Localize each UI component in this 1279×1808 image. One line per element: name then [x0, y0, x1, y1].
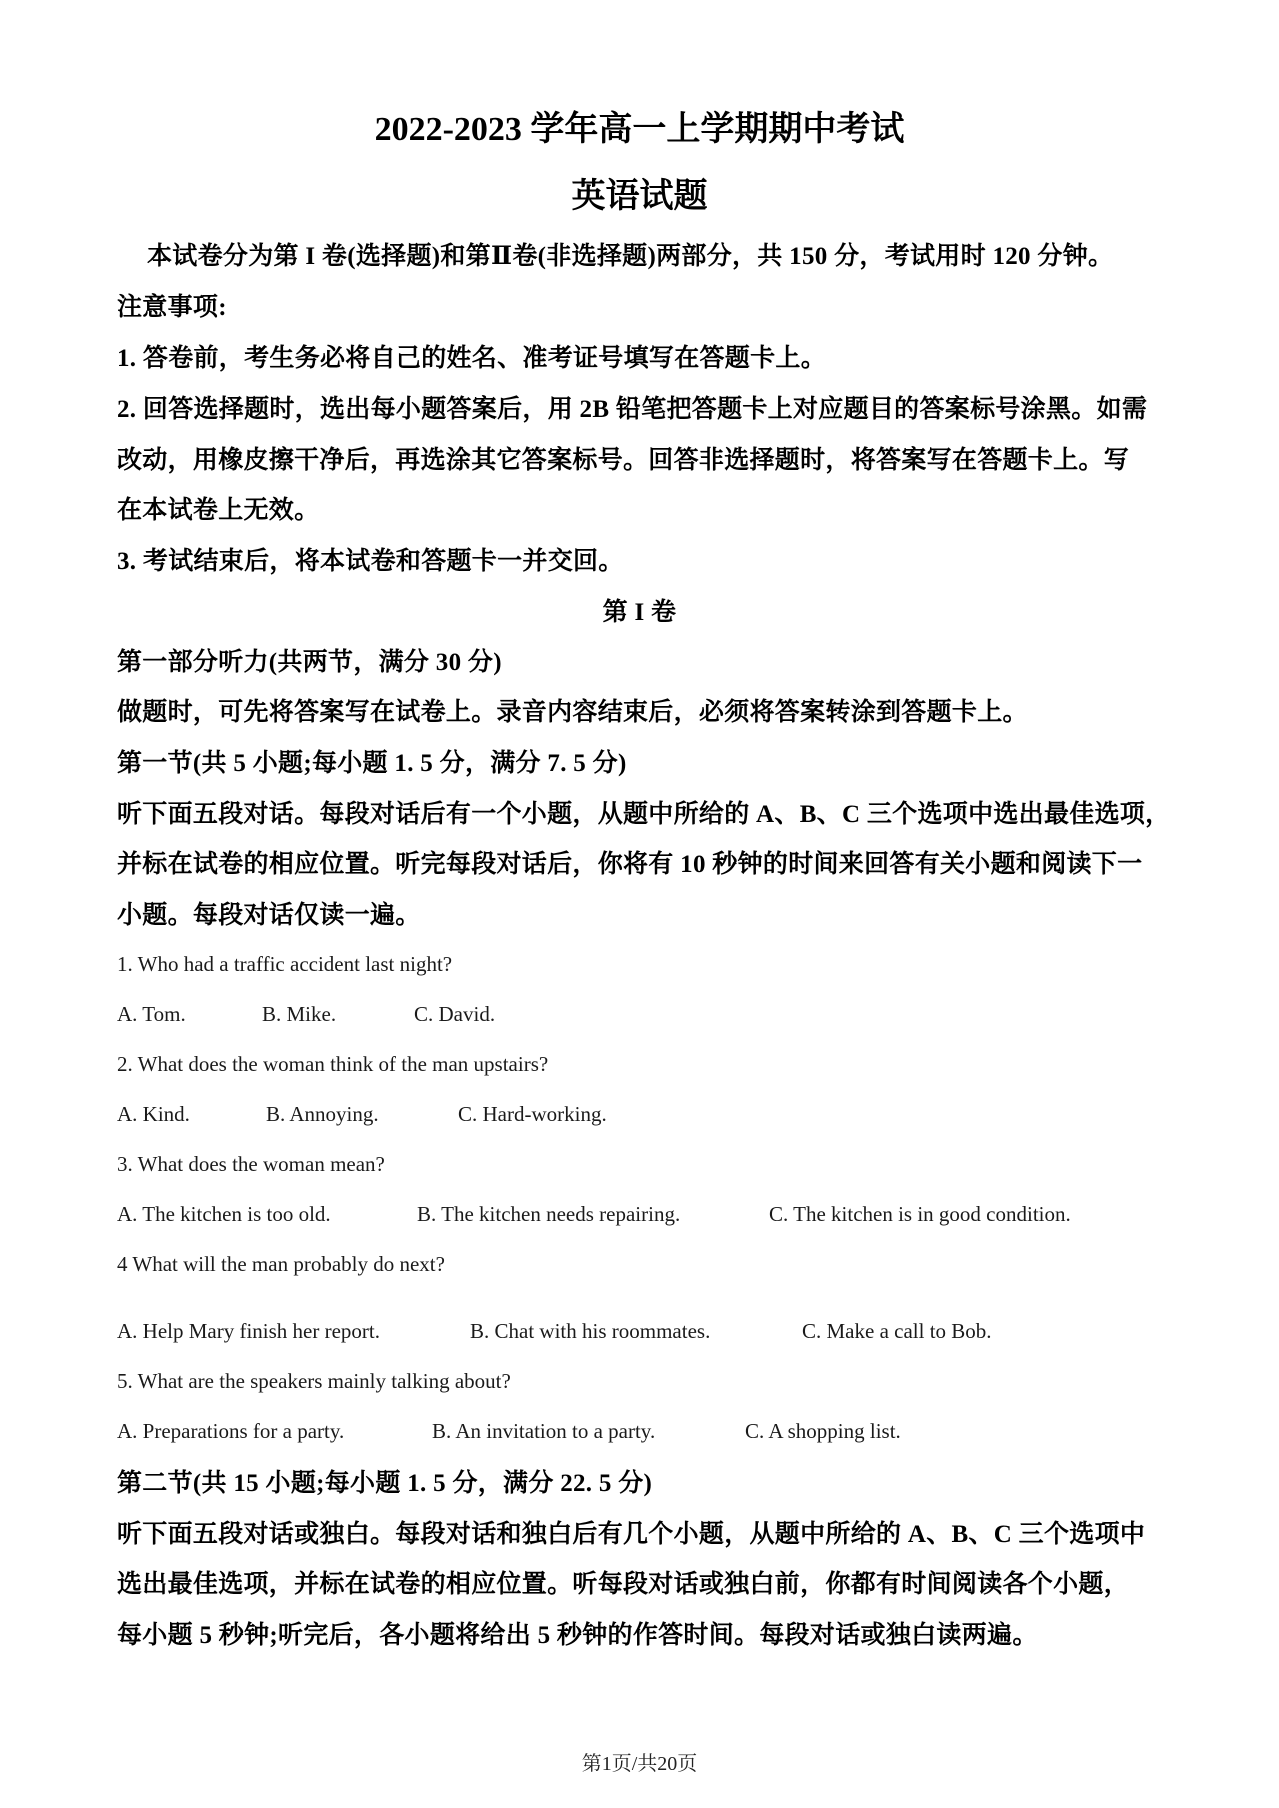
- section2-instruction-line-1: 听下面五段对话或独白。每段对话和独白后有几个小题，从题中所给的 A、B、C 三个选项中: [117, 1521, 1146, 1548]
- page-footer: 第1页/共20页: [581, 1753, 698, 1775]
- notice-item-2-line-1: 2. 回答选择题时，选出每小题答案后，用 2B 铅笔把答题卡上对应题目的答案标号涂黑。如需: [117, 396, 1148, 423]
- section1-instruction-line-1: 听下面五段对话。每段对话后有一个小题，从题中所给的 A、B、C 三个选项中选出最佳选项，: [117, 801, 1171, 828]
- notice-item-3: 3. 考试结束后，将本试卷和答题卡一并交回。: [117, 548, 624, 575]
- exam-title: 2022-2023 学年高一上学期期中考试: [374, 111, 905, 148]
- option-c: C. Make a call to Bob.: [802, 1319, 992, 1343]
- option-c: C. Hard-working.: [458, 1102, 607, 1126]
- notice-heading: 注意事项:: [117, 294, 227, 321]
- part1-heading: 第一部分听力(共两节，满分 30 分): [117, 649, 502, 676]
- option-b: B. Chat with his roommates.: [470, 1319, 711, 1343]
- section1-instruction-line-3: 小题。每段对话仅读一遍。: [117, 902, 421, 929]
- notice-item-2-line-3: 在本试卷上无效。: [117, 497, 320, 524]
- volume-heading: 第 I 卷: [602, 599, 677, 626]
- question-2: 2. What does the woman think of the man upstairs?: [117, 1052, 549, 1076]
- notice-item-2-line-2: 改动，用橡皮擦干净后，再选涂其它答案标号。回答非选择题时，将答案写在答题卡上。写: [117, 447, 1130, 474]
- part1-instruction: 做题时，可先将答案写在试卷上。录音内容结束后，必须将答案转涂到答题卡上。: [117, 699, 1028, 726]
- section2-instruction-line-3: 每小题 5 秒钟;听完后，各小题将给出 5 秒钟的作答时间。每段对话或独白读两遍。: [117, 1622, 1038, 1649]
- option-c: C. The kitchen is in good condition.: [769, 1202, 1071, 1226]
- option-b: B. An invitation to a party.: [432, 1419, 656, 1443]
- option-c: C. David.: [414, 1002, 496, 1026]
- option-b: B. The kitchen needs repairing.: [417, 1202, 681, 1226]
- question-1: 1. Who had a traffic accident last night?: [117, 952, 453, 976]
- option-a: A. Preparations for a party.: [117, 1419, 345, 1443]
- section2-instruction-line-2: 选出最佳选项，并标在试卷的相应位置。听每段对话或独白前，你都有时间阅读各个小题，: [117, 1571, 1130, 1598]
- option-c: C. A shopping list.: [745, 1419, 901, 1443]
- question-3: 3. What does the woman mean?: [117, 1152, 385, 1176]
- option-a: A. Kind.: [117, 1102, 190, 1126]
- intro-text: 本试卷分为第 I 卷(选择题)和第Ⅱ卷(非选择题)两部分，共 150 分，考试用时 120 分钟。: [147, 243, 1114, 270]
- section2-heading: 第二节(共 15 小题;每小题 1. 5 分，满分 22. 5 分): [117, 1470, 653, 1497]
- question-5: 5. What are the speakers mainly talking about?: [117, 1369, 511, 1393]
- option-a: A. Tom.: [117, 1002, 186, 1026]
- option-b: B. Annoying.: [266, 1102, 379, 1126]
- option-b: B. Mike.: [262, 1002, 337, 1026]
- option-a: A. Help Mary finish her report.: [117, 1319, 381, 1343]
- section1-instruction-line-2: 并标在试卷的相应位置。听完每段对话后，你将有 10 秒钟的时间来回答有关小题和阅读下一: [117, 851, 1143, 878]
- option-a: A. The kitchen is too old.: [117, 1202, 331, 1226]
- question-4: 4 What will the man probably do next?: [117, 1252, 445, 1276]
- section1-heading: 第一节(共 5 小题;每小题 1. 5 分，满分 7. 5 分): [117, 750, 627, 777]
- notice-item-1: 1. 答卷前，考生务必将自己的姓名、准考证号填写在答题卡上。: [117, 345, 827, 372]
- exam-subtitle: 英语试题: [571, 178, 708, 215]
